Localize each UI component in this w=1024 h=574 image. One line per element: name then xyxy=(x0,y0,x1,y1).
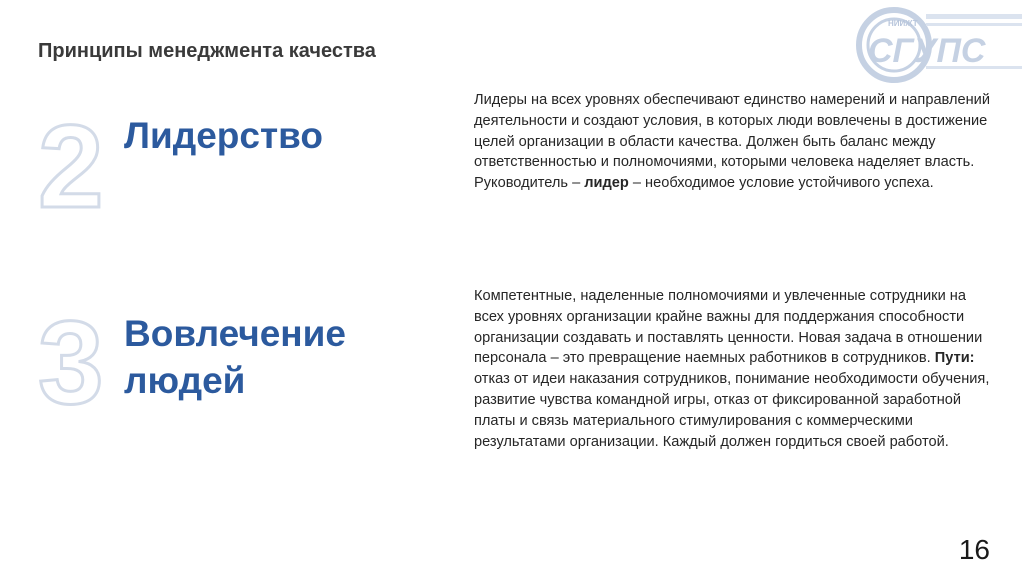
logo-text: СГУПС xyxy=(868,32,986,70)
principle-heading-leadership: Лидерство xyxy=(124,115,323,156)
slide-title: Принципы менеджмента качества xyxy=(38,40,376,62)
description-text: Компетентные, наделенные полномочиями и увлеченные сотрудники на всех уровнях организации крайне важны для поддержания способности организации создавать и поставлять ценности. Новая задача в отношении персонала – это превращение наемных работников в сотрудников. xyxy=(474,288,983,367)
principle-number-3: 3 xyxy=(38,297,104,429)
principle-number-2: 2 xyxy=(38,101,104,233)
principle-description-leadership xyxy=(474,90,994,194)
logo-subtext: НИИЖТ xyxy=(888,19,918,28)
description-text: Лидеры на всех уровнях обеспечивают единство намерений и направлений деятельности и создают условия, в которых люди вовлечены в достижение целей организации в области качества. Должен быть баланс между ответственностью и полномочиями, которыми человека наделяет власть. Руководитель – xyxy=(474,92,990,192)
principle-heading-engagement: Вовлечение людей xyxy=(124,313,346,401)
description-text: – необходимое условие устойчивого успеха. xyxy=(628,175,934,192)
description-bold: Пути: xyxy=(934,350,975,367)
principle-description-engagement xyxy=(474,286,994,452)
description-text: отказ от идеи наказания сотрудников, понимание необходимости обучения, развитие чувства командной игры, отказ от фиксированной заработной платы и связь материального стимулирования с коммерческими результатами организации. Каждый должен гордиться своей работой. xyxy=(474,371,990,450)
university-logo xyxy=(852,4,1024,86)
description-bold: лидер xyxy=(584,175,629,192)
page-number: 16 xyxy=(958,534,990,565)
